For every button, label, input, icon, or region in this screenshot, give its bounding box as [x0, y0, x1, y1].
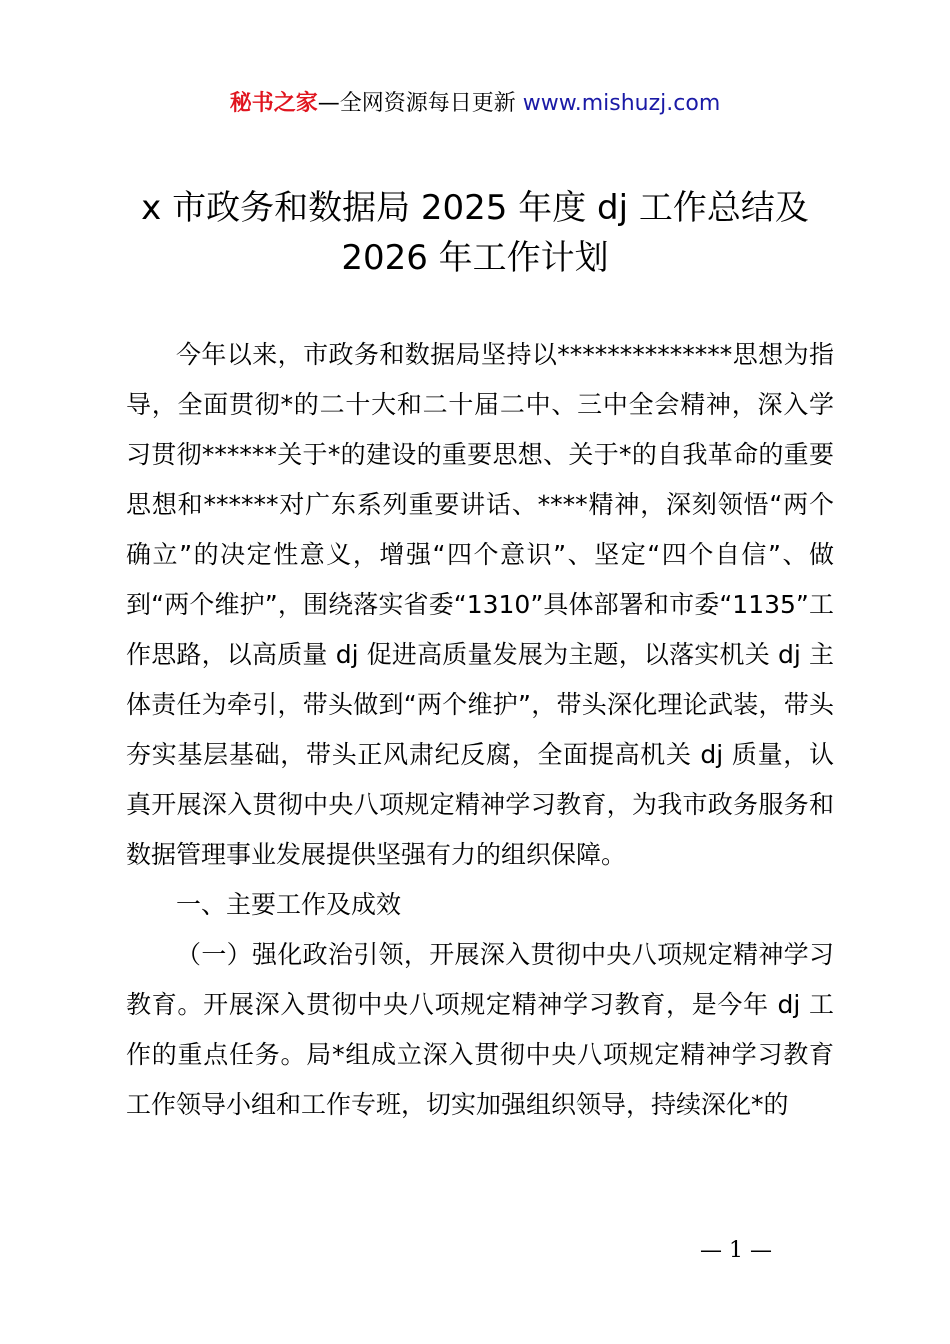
intro-paragraph: 今年以来，市政务和数据局坚持以**************思想为指导，全面贯彻*的二十大和二十届二中、三中全会精神，深入学习贯彻******关于*的建设的重要思想、关于*的自我革命的重要思想和******对广东系列重要讲话、****精神，深刻领悟“两个确立”的决定性意义，增强“四个意识”、坚定“四个自信”、做到“两个维护”，围绕落实省委“1310”具体部署和市委“1135”工作思路，以高质量 dj 促进高质量发展为主题，以落实机关 dj 主体责任为牵引，带头做到“两个维护”，带头深化理论武装，带头夯实基层基础，带头正风肃纪反腐，全面提高机关 dj 质量，认真开展深入贯彻中央八项规定精神学习教育，为我市政务服务和数据管理事业发展提供坚强有力的组织保障。 [126, 340, 834, 869]
page-number: — 1 — [700, 1238, 772, 1263]
title-line-2: 2026 年工作计划 [341, 238, 609, 278]
document-body [126, 330, 834, 1130]
site-brand: 秘书之家 [229, 91, 318, 116]
subsection-paragraph: （一）强化政治引领，开展深入贯彻中央八项规定精神学习教育。开展深入贯彻中央八项规定精神学习教育，是今年 dj 工作的重点任务。局*组成立深入贯彻中央八项规定精神学习教育工作领导小组和工作专班，切实加强组织领导，持续深化*的 [126, 940, 834, 1119]
document-title [0, 183, 950, 283]
section-heading: 一、主要工作及成效 [176, 890, 402, 919]
site-url-link[interactable]: www.mishuzj.com [522, 91, 721, 116]
site-tagline: —全网资源每日更新 [317, 91, 523, 116]
site-header [0, 88, 950, 120]
title-line-1: x 市政务和数据局 2025 年度 dj 工作总结及 [141, 188, 809, 228]
